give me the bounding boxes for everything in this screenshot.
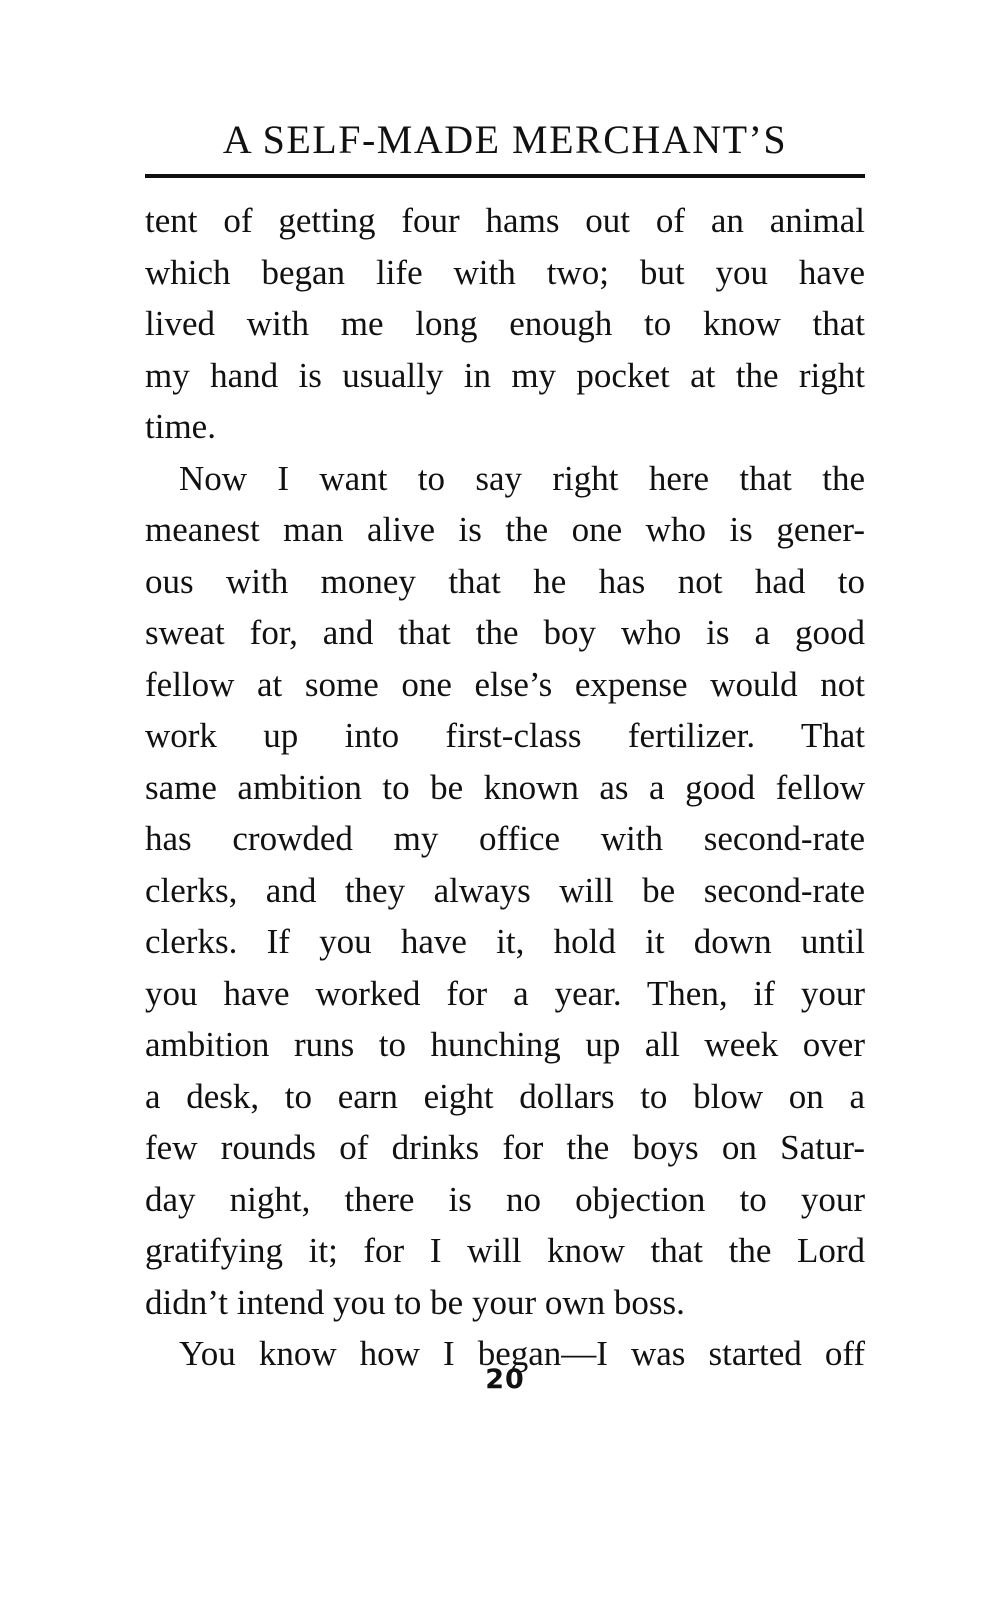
text-line: you have worked for a year. Then, if your xyxy=(145,973,865,1013)
text-line: Now I want to say right here that the xyxy=(179,458,865,498)
text-line: ambition runs to hunching up all week over xyxy=(145,1025,865,1064)
text-line: clerks. If you have it, hold it down until xyxy=(145,922,865,961)
text-line: has crowded my office with second-rate xyxy=(145,819,865,858)
text-line: day night, there is no objection to your xyxy=(145,1179,865,1219)
text-line: gratifying it; for I will know that the Lord xyxy=(145,1231,865,1270)
text-line: ous with money that he has not had to xyxy=(145,561,865,601)
text-line: You know how I began—I was started off xyxy=(179,1334,865,1373)
text-line: work up into first-class fertilizer. That xyxy=(145,716,865,755)
text-line: meanest man alive is the one who is gener- xyxy=(145,510,865,549)
text-line: few rounds of drinks for the boys on Satur- xyxy=(145,1128,865,1167)
text-line: which began life with two; but you have xyxy=(145,252,865,292)
text-line: fellow at some one else’s expense would not xyxy=(145,664,865,704)
header-rule xyxy=(145,174,865,178)
text-line: sweat for, and that the boy who is a good xyxy=(145,613,865,652)
text-line: my hand is usually in my pocket at the right xyxy=(145,355,865,395)
text-line: clerks, and they always will be second-rate xyxy=(145,870,865,910)
body-text xyxy=(145,195,865,1380)
text-line: a desk, to earn eight dollars to blow on a xyxy=(145,1076,865,1116)
text-line: lived with me long enough to know that xyxy=(145,304,865,343)
page-number: 20 xyxy=(485,1364,525,1395)
text-line: same ambition to be known as a good fellow xyxy=(145,767,865,807)
running-head: A SELF-MADE MERCHANT’S xyxy=(222,117,788,162)
text-line: time. xyxy=(145,407,216,446)
text-line: tent of getting four hams out of an animal xyxy=(145,201,865,240)
text-line: didn’t intend you to be your own boss. xyxy=(145,1282,685,1322)
